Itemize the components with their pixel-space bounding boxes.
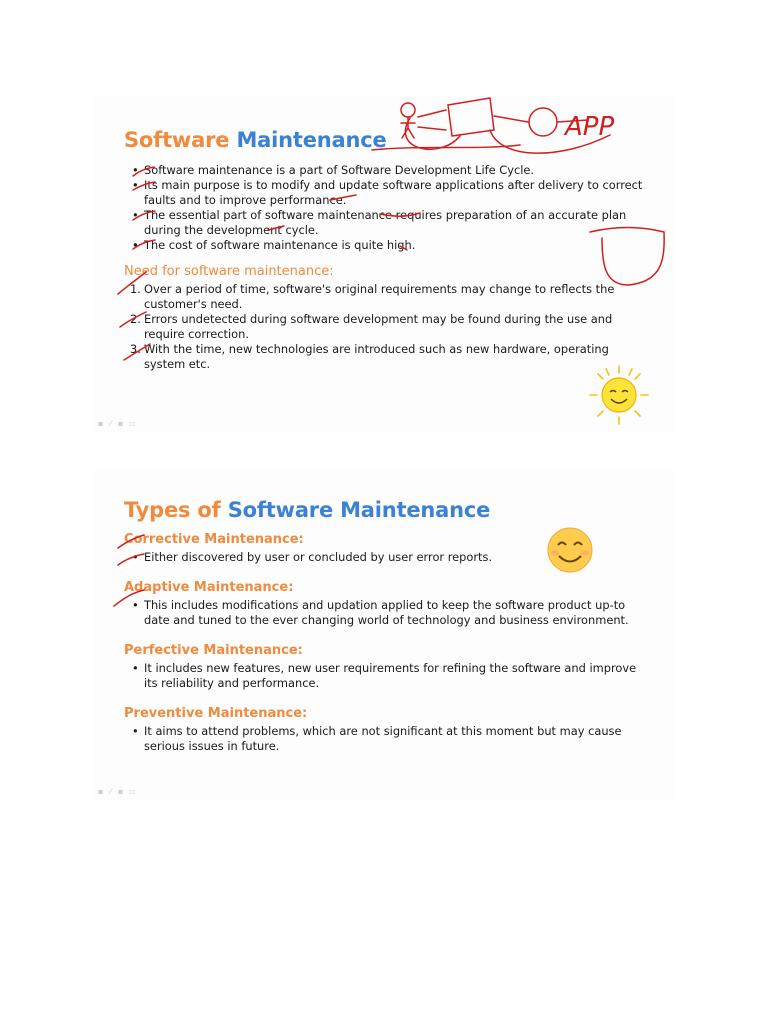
section-heading: Need for software maintenance:	[124, 264, 334, 279]
bullet-item: • It aims to attend problems, which are not significant at this moment but may cause serious issues in future.	[132, 724, 622, 753]
numbered-item: 3. With the time, new technologies are introduced such as new hardware, operating system etc.	[130, 342, 609, 371]
bullet-item: • The cost of software maintenance is quite high.	[132, 238, 416, 252]
section-heading: Perfective Maintenance:	[124, 643, 303, 658]
annotation-app-label: APP	[565, 112, 615, 142]
bullet-item: • It includes new features, new user requirements for refining the software and improve its reliability and performance.	[132, 661, 637, 690]
section-heading: Preventive Maintenance:	[124, 706, 308, 721]
section-heading: Corrective Maintenance:	[124, 532, 304, 547]
bullet-item: • Its main purpose is to modify and update software applications after delivery to correct faults and to improve performance.	[132, 178, 643, 207]
slide-types-of-maintenance	[92, 470, 676, 800]
numbered-item: 1. Over a period of time, software's original requirements may change to reflects the customer's need.	[130, 282, 615, 311]
slide-footer-controls: ▪ ⁄ ▪ ▫	[98, 419, 138, 428]
bullet-item: • This includes modifications and updation applied to keep the software product up-to date and tuned to the ever changing world of technology and business environment.	[132, 598, 629, 627]
slide-software-maintenance	[92, 96, 676, 432]
bullet-item: • Either discovered by user or concluded by user error reports.	[132, 550, 493, 564]
bullet-item: • The essential part of software maintenance requires preparation of an accurate plan during the development cycle.	[132, 208, 627, 237]
numbered-item: 2. Errors undetected during software development may be found during the use and require correction.	[130, 312, 613, 341]
bullet-item: • Software maintenance is a part of Software Development Life Cycle.	[132, 163, 535, 177]
section-heading: Adaptive Maintenance:	[124, 580, 294, 595]
slide-title: Types of Software Maintenance	[124, 498, 491, 522]
slide-footer-controls: ▪ ⁄ ▪ ▫	[98, 787, 138, 796]
slide-title: Software Maintenance	[124, 128, 387, 152]
